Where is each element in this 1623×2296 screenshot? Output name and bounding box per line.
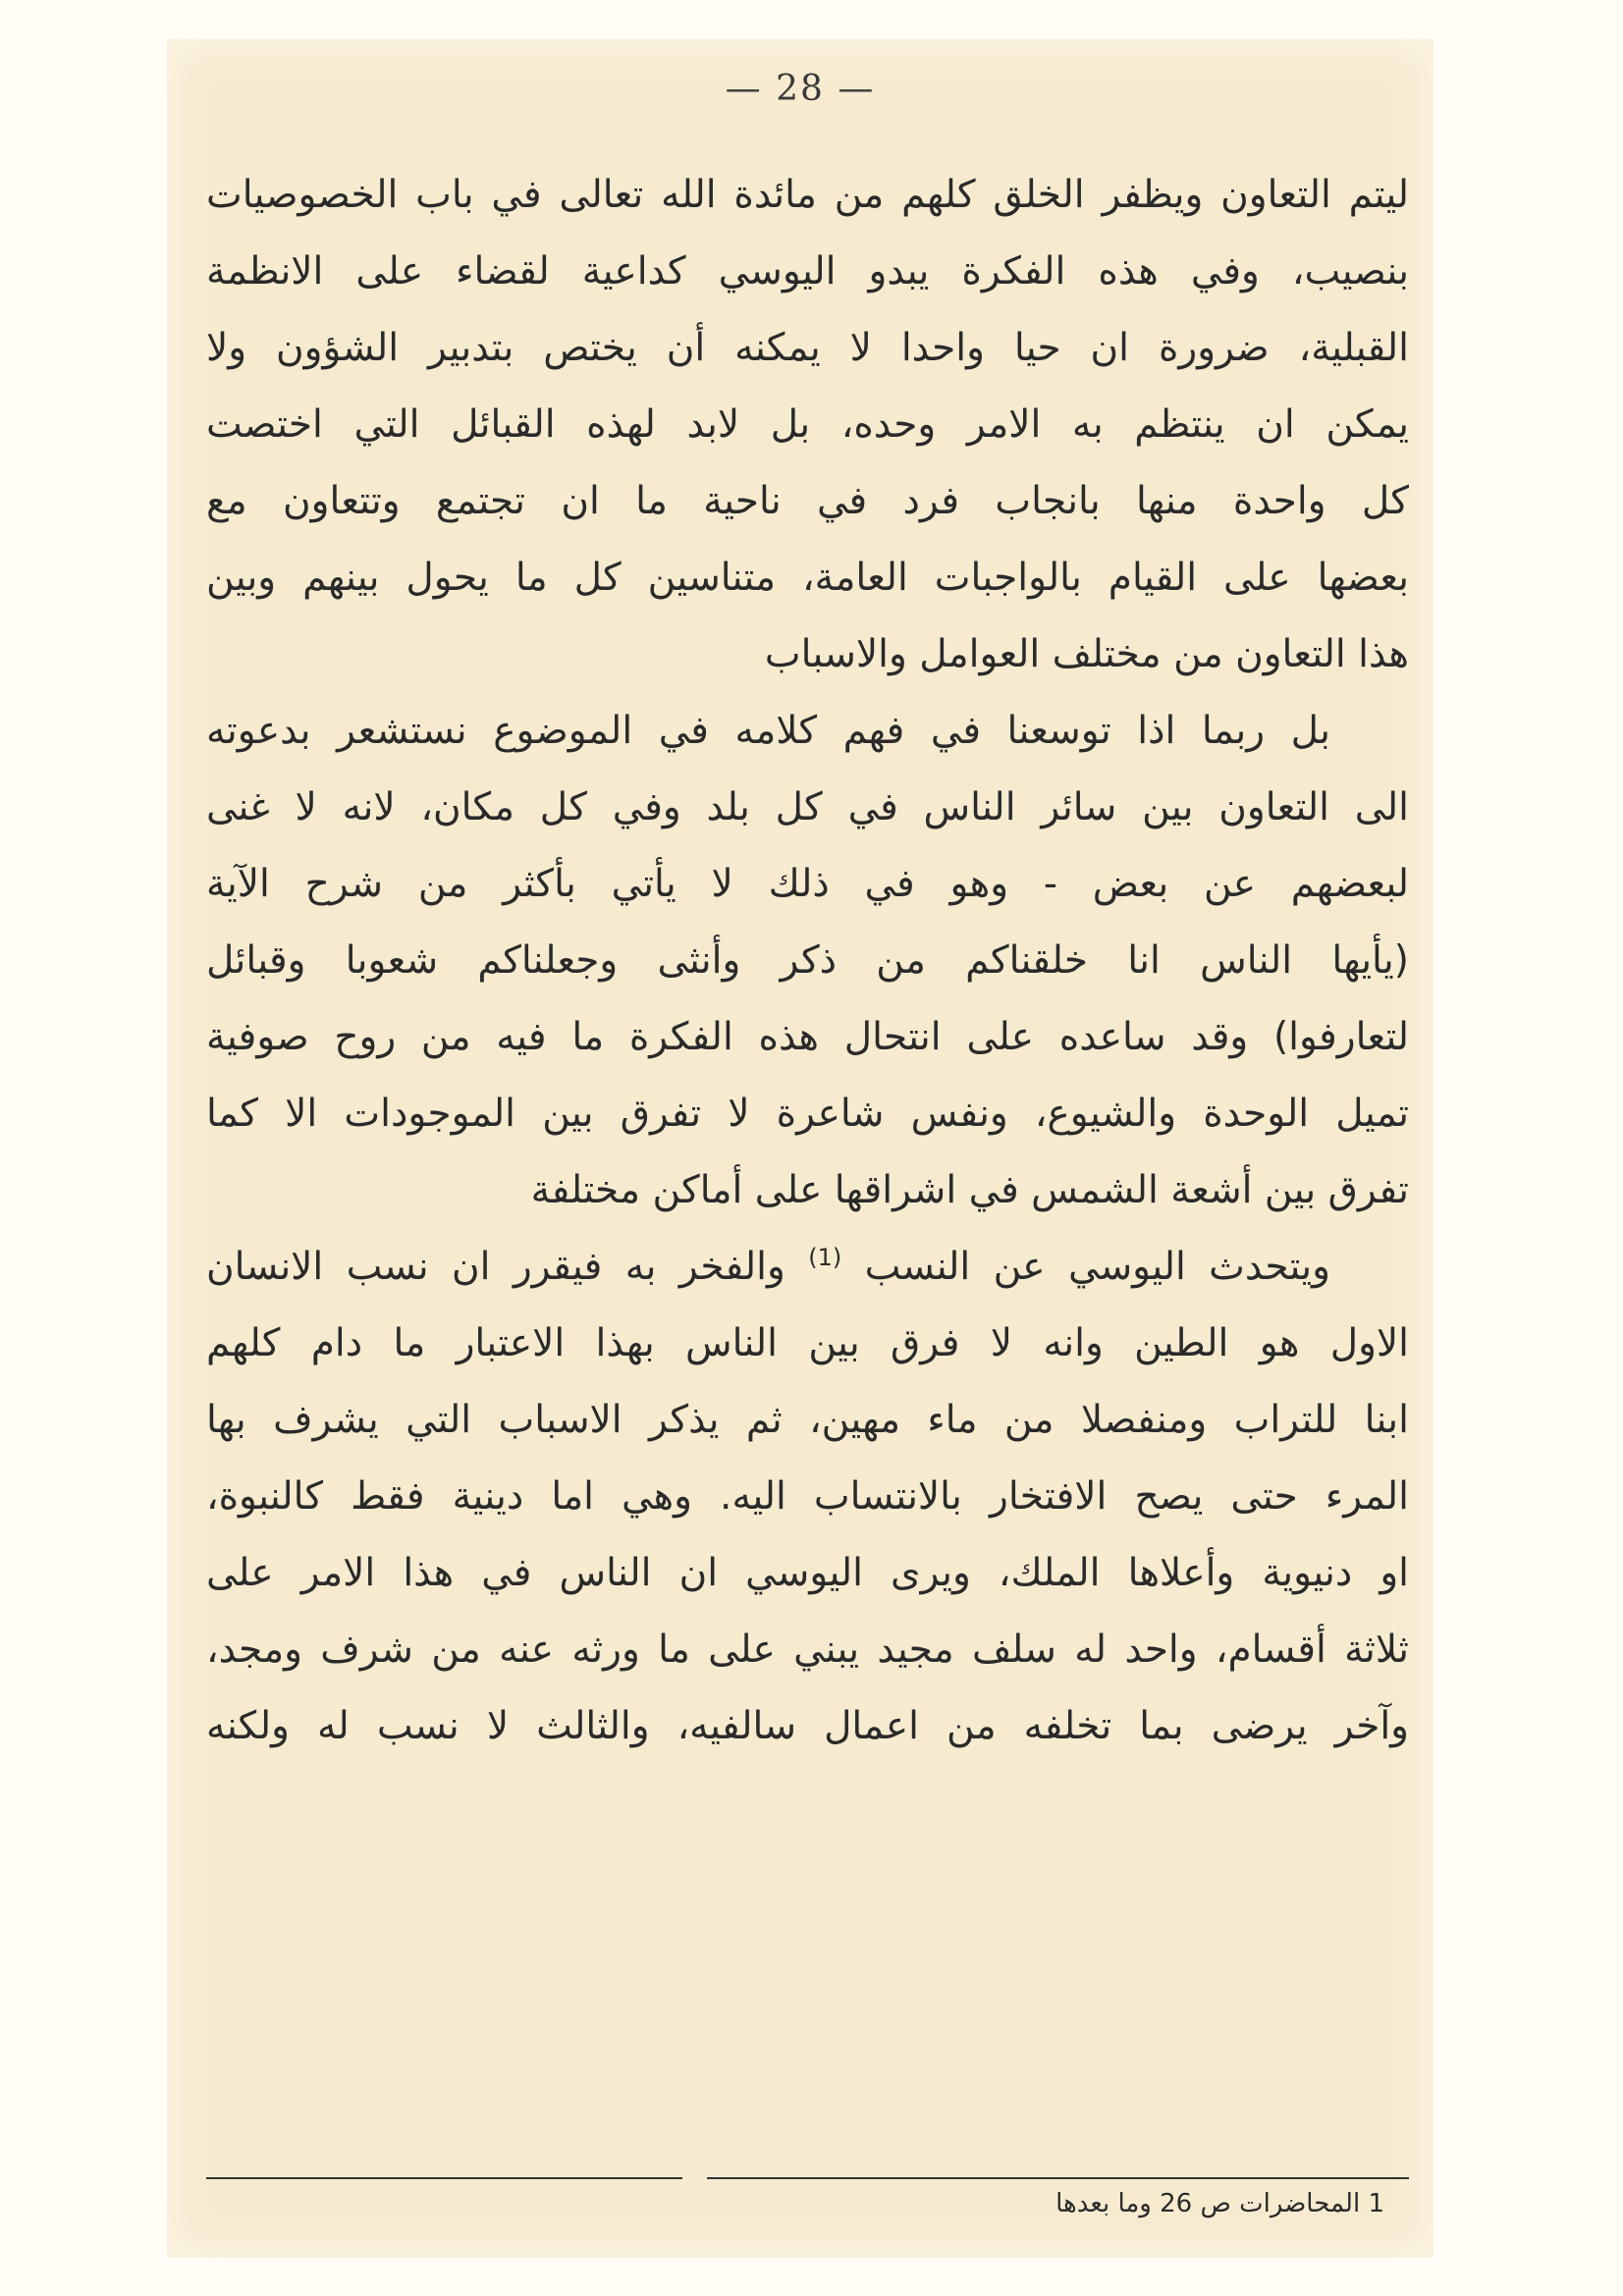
- text-segment: والفخر به فيقرر ان نسب الانسان: [206, 1245, 785, 1289]
- separator-rule-left: [206, 2177, 682, 2179]
- text-line: بنصيب، وفي هذه الفكرة يبدو اليوسي كداعية لقضاء على الانظمة: [206, 249, 1409, 294]
- text-line: وآخر يرضى بما تخلفه من اعمال سالفيه، والثالث لا نسب له ولكنه: [206, 1704, 1409, 1748]
- text-segment: ويتحدث اليوسي عن النسب: [864, 1245, 1330, 1289]
- paragraph-last-line: هذا التعاون من مختلف العوامل والاسباب: [764, 632, 1409, 676]
- text-line: القبلية، ضرورة ان حيا واحدا لا يمكنه أن يختص بتدبير الشؤون ولا: [206, 326, 1409, 370]
- page-number: — 28 —: [725, 69, 876, 109]
- paragraph-first-line: [206, 1229, 1409, 1306]
- footnote: [1055, 2189, 1384, 2218]
- text-line: بعضها على القيام بالواجبات العامة، متناسين كل ما يحول بينهم وبين: [206, 556, 1409, 600]
- text-line: كل واحدة منها بانجاب فرد في ناحية ما ان تجتمع وتتعاون مع: [206, 479, 1409, 523]
- text-line: المرء حتى يصح الافتخار بالانتساب اليه. وهي اما دينية فقط كالنبوة،: [206, 1474, 1409, 1519]
- footnote-reference[interactable]: (1): [808, 1244, 842, 1271]
- footnote-separator: [206, 2177, 1409, 2179]
- text-line: لبعضهم عن بعض - وهو في ذلك لا يأتي بأكثر من شرح الآية: [206, 862, 1409, 906]
- text-line: او دنيوية وأعلاها الملك، ويرى اليوسي ان الناس في هذا الامر على: [206, 1551, 1409, 1595]
- footnote-marker: 1: [1368, 2189, 1384, 2218]
- text-line: يمكن ان ينتظم به الامر وحده، بل لابد لهذه القبائل التي اختصت: [206, 402, 1409, 447]
- text-line: ابنا للتراب ومنفصلا من ماء مهين، ثم يذكر الاسباب التي يشرف بها: [206, 1398, 1409, 1442]
- text-line: الاول هو الطين وانه لا فرق بين الناس بهذا الاعتبار ما دام كلهم: [206, 1321, 1409, 1365]
- text-line: الى التعاون بين سائر الناس في كل بلد وفي كل مكان، لانه لا غنى: [206, 785, 1409, 829]
- footnote-text: المحاضرات ص 26 وما بعدها: [1055, 2189, 1361, 2218]
- book-page: [167, 39, 1434, 2258]
- separator-rule-right: [707, 2177, 1409, 2179]
- text-line: ثلاثة أقسام، واحد له سلف مجيد يبني على ما ورثه عنه من شرف ومجد،: [206, 1628, 1409, 1672]
- text-line: تميل الوحدة والشيوع، ونفس شاعرة لا تفرق بين الموجودات الا كما: [206, 1092, 1409, 1136]
- text-line: ليتم التعاون ويظفر الخلق كلهم من مائدة الله تعالى في باب الخصوصيات: [206, 173, 1409, 217]
- paragraph-last-line: تفرق بين أشعة الشمس في اشراقها على أماكن مختلفة: [530, 1168, 1409, 1212]
- text-line: (يأيها الناس انا خلقناكم من ذكر وأنثى وجعلناكم شعوبا وقبائل: [206, 938, 1409, 983]
- paragraph-first-line: بل ربما اذا توسعنا في فهم كلامه في الموضوع نستشعر بدعوته: [206, 709, 1330, 753]
- body-text: [206, 157, 1409, 1765]
- text-line: لتعارفوا) وقد ساعده على انتحال هذه الفكرة ما فيه من روح صوفية: [206, 1015, 1409, 1059]
